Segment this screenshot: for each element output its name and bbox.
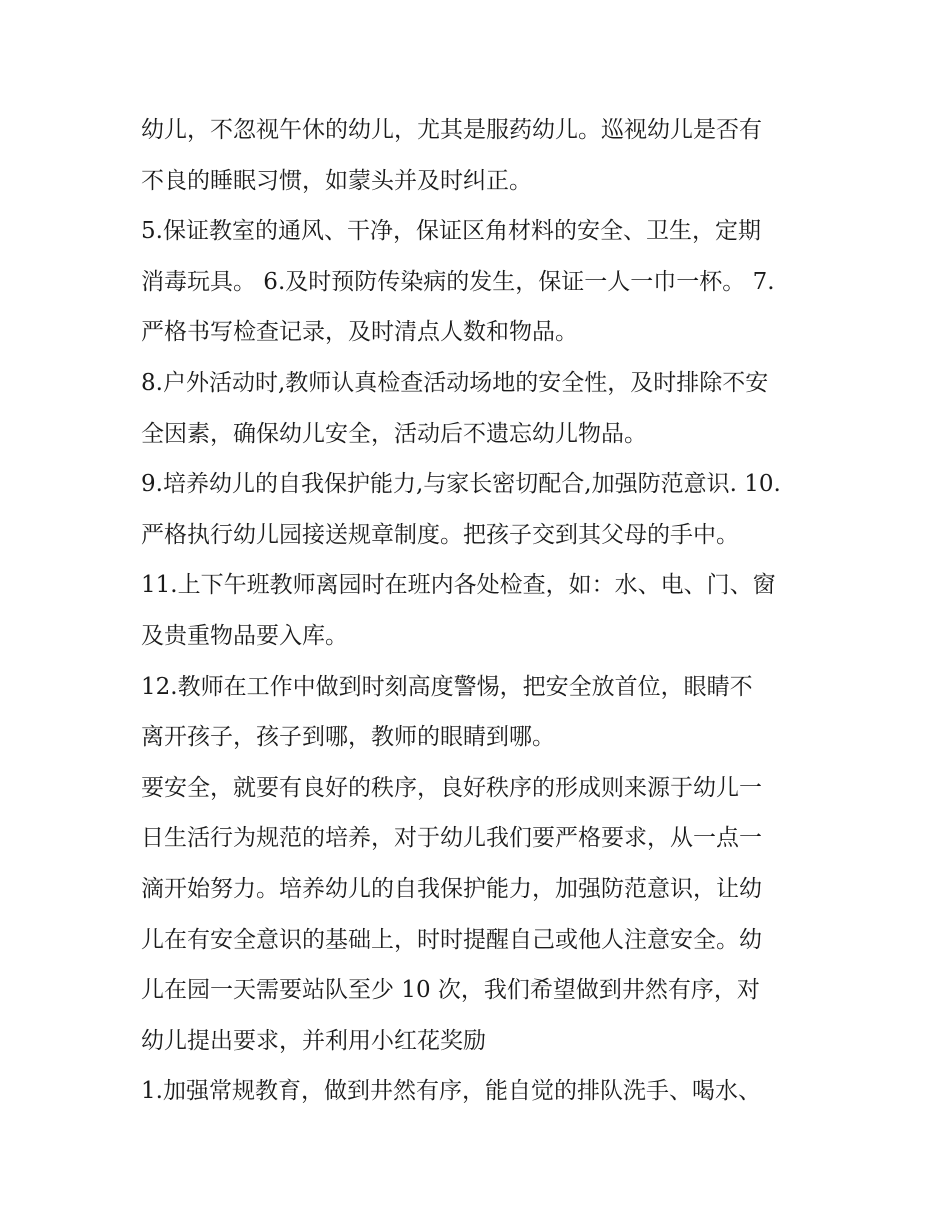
text-line: 不良的睡眠习惯，如蒙头并及时纠正。 [141,168,532,194]
text-line: 9.培养幼儿的自我保护能力,与家长密切配合,加强防范意识. 10. [141,471,781,497]
text-line: 11.上下午班教师离园时在班内各处检查，如：水、电、门、窗 [141,572,776,598]
text-line: 消毒玩具。 6.及时预防传染病的发生，保证一人一巾一杯。 7. [141,269,775,295]
text-line: 及贵重物品要入库。 [141,623,348,649]
text-line: 1.加强常规教育，做到井然有序，能自觉的排队洗手、喝水、 [141,1078,761,1104]
text-line: 严格书写检查记录，及时清点人数和物品。 [141,319,578,345]
text-line: 幼儿提出要求，并利用小红花奖励 [141,1028,486,1054]
text-line: 8.户外活动时,教师认真检查活动场地的安全性，及时排除不安 [141,370,769,396]
text-line: 滴开始努力。培养幼儿的自我保护能力，加强防范意识，让幼 [141,876,762,902]
text-line: 幼儿，不忽视午休的幼儿，尤其是服药幼儿。巡视幼儿是否有 [141,117,762,143]
text-line: 日生活行为规范的培养，对于幼儿我们要严格要求，从一点一 [141,825,762,851]
text-line: 儿在有安全意识的基础上，时时提醒自己或他人注意安全。幼 [141,927,762,953]
text-line: 12.教师在工作中做到时刻高度警惕，把安全放首位，眼睛不 [141,674,753,700]
text-line: 严格执行幼儿园接送规章制度。把孩子交到其父母的手中。 [141,522,739,548]
text-line: 5.保证教室的通风、干净，保证区角材料的安全、卫生，定期 [141,218,761,244]
text-line: 要安全，就要有良好的秩序，良好秩序的形成则来源于幼儿一 [141,775,762,801]
text-line: 全因素，确保幼儿安全，活动后不遗忘幼儿物品。 [141,421,647,447]
text-line: 儿在园一天需要站队至少 10 次，我们希望做到井然有序，对 [141,977,760,1003]
text-line: 离开孩子，孩子到哪，教师的眼睛到哪。 [141,724,555,750]
